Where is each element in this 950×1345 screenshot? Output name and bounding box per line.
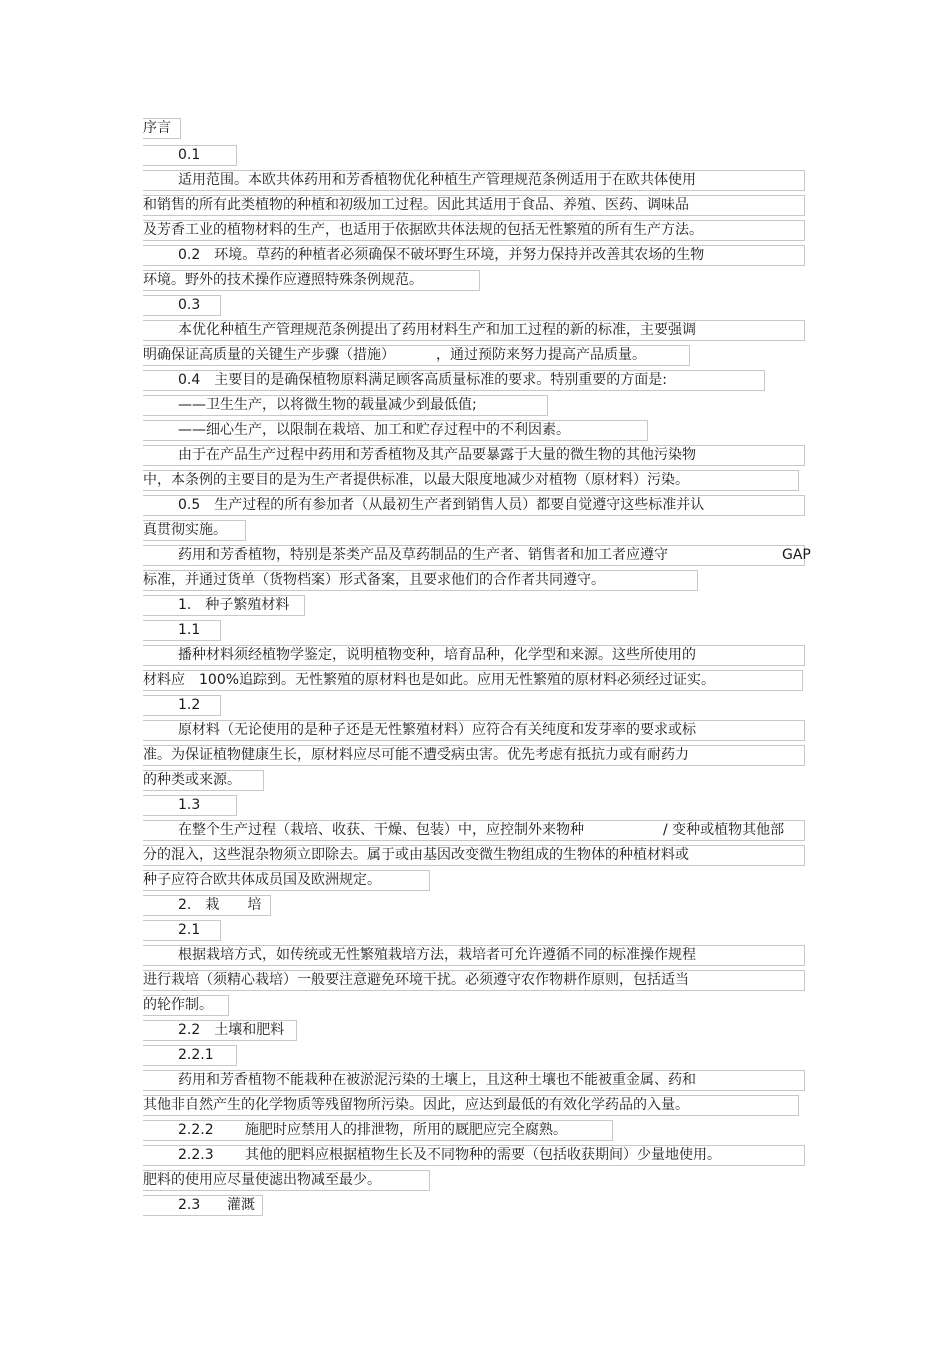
text-line: 药用和芳香植物不能栽种在被淤泥污染的土壤上，且这种土壤也不能被重金属、药和 (178, 1072, 696, 1088)
text-line: 播种材料须经植物学鉴定，说明植物变种，培育品种，化学型和来源。这些所使用的 (178, 647, 696, 663)
text-line: 其他非自然产生的化学物质等残留物所污染。因此，应达到最低的有效化学药品的入量。 (143, 1097, 689, 1113)
text-line: 和销售的所有此类植物的种植和初级加工过程。因此其适用于食品、养殖、医药、调味品 (143, 197, 689, 213)
section-number: 2.2.3 (178, 1147, 214, 1163)
text-line: 0.2 环境。草药的种植者必须确保不破坏野生环境，并努力保持并改善其农场的生物 (178, 247, 705, 263)
text-line: 原材料（无论使用的是种子还是无性繁殖材料）应符合有关纯度和发芽率的要求或标 (178, 722, 696, 738)
section-heading: 2.2 土壤和肥料 (178, 1022, 285, 1038)
text-line: 明确保证高质量的关键生产步骤（措施） (143, 347, 395, 363)
text-line: 其他的肥料应根据植物生长及不同物种的需要（包括收获期间）少量地使用。 (245, 1147, 721, 1163)
section-number: 1.1 (178, 622, 201, 638)
preface-heading: 序言 (143, 120, 171, 136)
section-number: 2.2.1 (178, 1047, 214, 1063)
section-number: 2.3 (178, 1197, 201, 1213)
section-heading: 1. 种子繁殖材料 (178, 597, 290, 613)
list-item: ——细心生产，以限制在栽培、加工和贮存过程中的不利因素。 (178, 422, 570, 438)
text-line: 中，本条例的主要目的是为生产者提供标准，以最大限度地减少对植物（原材料）污染。 (143, 472, 689, 488)
text-line: 分的混入，这些混杂物须立即除去。属于或由基因改变微生物组成的生物体的种植材料或 (143, 847, 689, 863)
text-line: 材料应 100%追踪到。无性繁殖的原材料也是如此。应用无性繁殖的原材料必须经过证实。 (143, 672, 716, 688)
text-fragment: / 变种或植物其他部 (663, 822, 785, 838)
text-line: 0.5 生产过程的所有参加者（从最初生产者到销售人员）都要自觉遵守这些标准并认 (178, 497, 705, 513)
section-heading: 灌溉 (227, 1197, 255, 1213)
section-heading: 2. 栽 培 (178, 897, 262, 913)
section-number: 1.3 (178, 797, 201, 813)
text-fragment: GAP (782, 547, 811, 563)
text-line: 施肥时应禁用人的排泄物，所用的厩肥应完全腐熟。 (245, 1122, 567, 1138)
text-line: 种子应符合欧共体成员国及欧洲规定。 (143, 872, 381, 888)
section-number: 0.3 (178, 297, 201, 313)
text-line: 标准，并通过货单（货物档案）形式备案，且要求他们的合作者共同遵守。 (143, 572, 605, 588)
section-number: 0.1 (178, 147, 201, 163)
section-number: 1.2 (178, 697, 201, 713)
text-line: 准。为保证植物健康生长，原材料应尽可能不遭受病虫害。优先考虑有抵抗力或有耐药力 (143, 747, 689, 763)
text-line: 环境。野外的技术操作应遵照特殊条例规范。 (143, 272, 423, 288)
text-line: 适用范围。本欧共体药用和芳香植物优化种植生产管理规范条例适用于在欧共体使用 (178, 172, 696, 188)
text-line: 进行栽培（须精心栽培）一般要注意避免环境干扰。必须遵守农作物耕作原则，包括适当 (143, 972, 689, 988)
text-line: 0.4 主要目的是确保植物原料满足顾客高质量标准的要求。特别重要的方面是: (178, 372, 667, 388)
text-line: 根据栽培方式，如传统或无性繁殖栽培方法，栽培者可允许遵循不同的标准操作规程 (178, 947, 696, 963)
text-line: 及芳香工业的植物材料的生产，也适用于依据欧共体法规的包括无性繁殖的所有生产方法。 (143, 222, 703, 238)
text-line: ，通过预防来努力提高产品质量。 (436, 347, 646, 363)
text-line: 的种类或来源。 (143, 772, 241, 788)
text-line: 本优化种植生产管理规范条例提出了药用材料生产和加工过程的新的标准，主要强调 (178, 322, 696, 338)
section-number: 2.2.2 (178, 1122, 214, 1138)
text-line: 由于在产品生产过程中药用和芳香植物及其产品要暴露于大量的微生物的其他污染物 (178, 447, 696, 463)
section-number: 2.1 (178, 922, 201, 938)
text-line: 药用和芳香植物，特别是茶类产品及草药制品的生产者、销售者和加工者应遵守 (178, 547, 668, 563)
list-item: ——卫生生产，以将微生物的载量减少到最低值; (178, 397, 477, 413)
text-line: 的轮作制。 (143, 997, 213, 1013)
text-line: 在整个生产过程（栽培、收获、干燥、包装）中，应控制外来物种 (178, 822, 584, 838)
text-line: 肥料的使用应尽量使滤出物减至最少。 (143, 1172, 381, 1188)
text-line: 真贯彻实施。 (143, 522, 227, 538)
